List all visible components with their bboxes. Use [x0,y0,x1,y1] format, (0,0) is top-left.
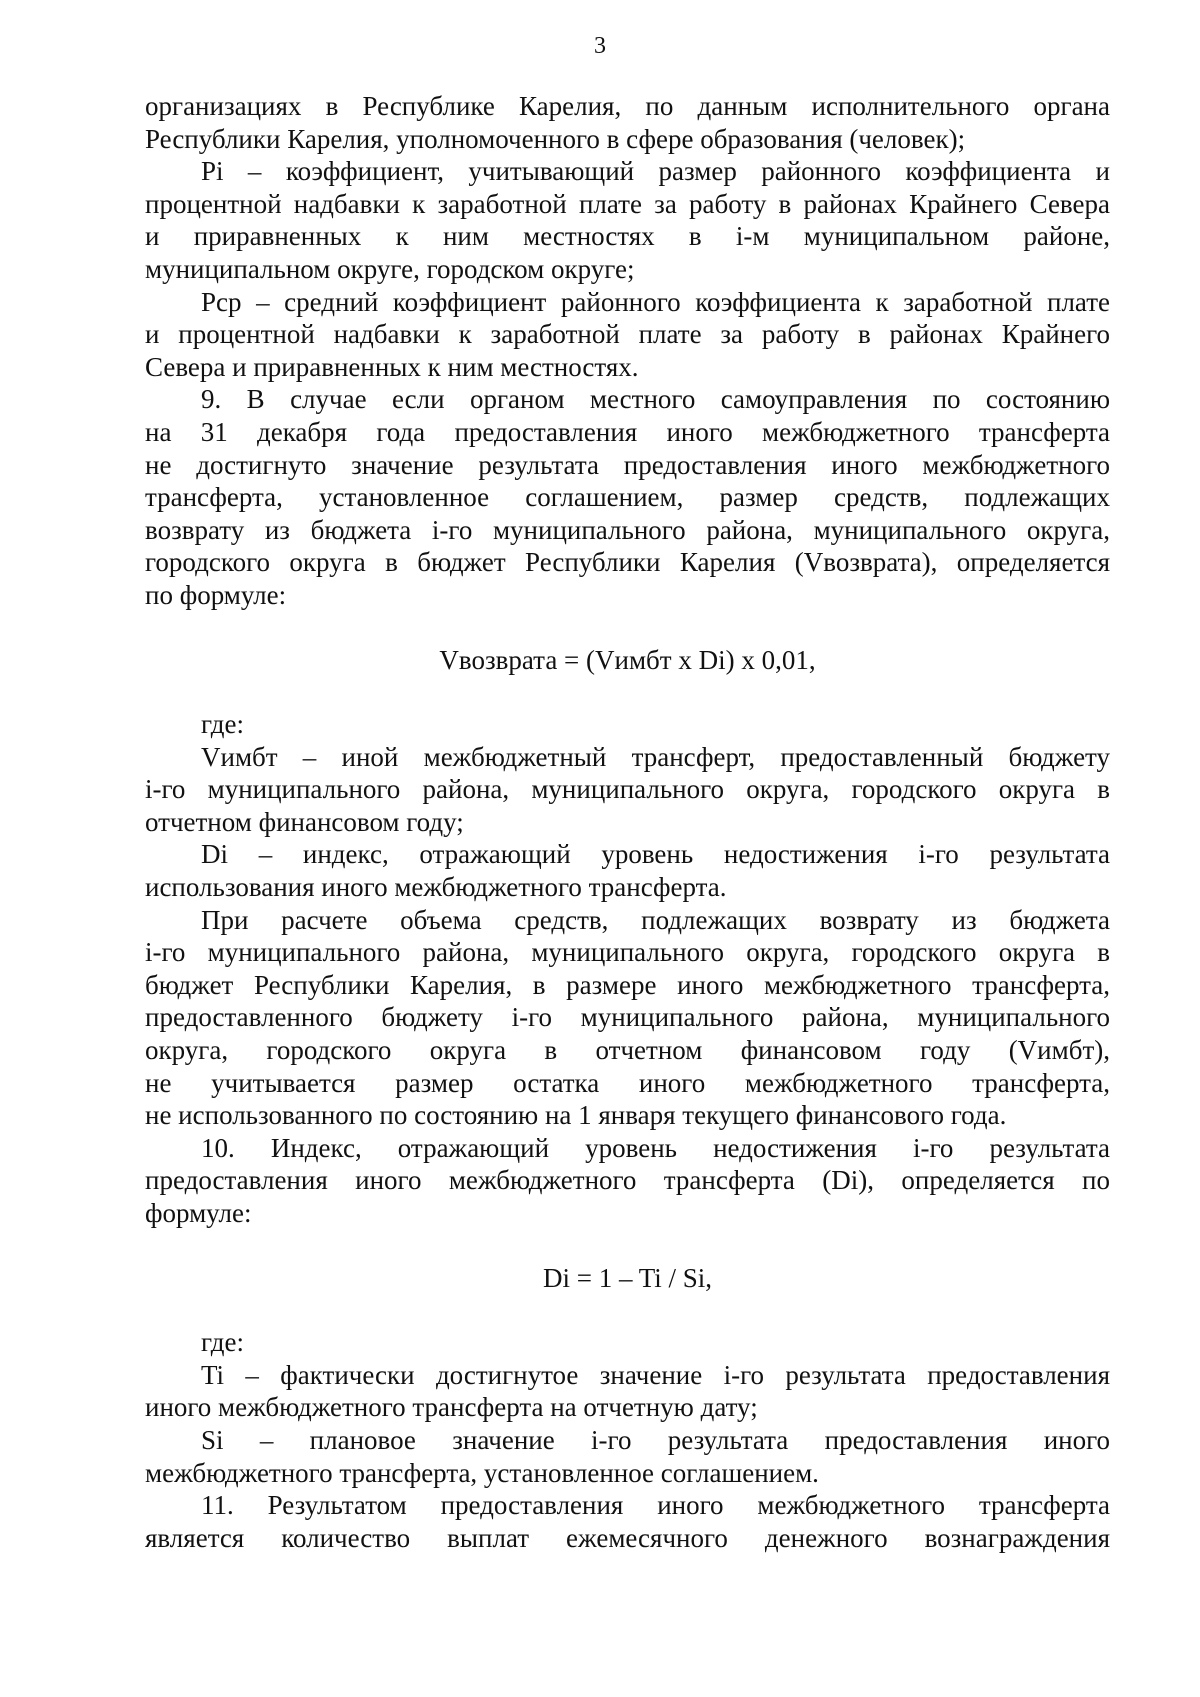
text-line: муниципальном округе, городском округе; [145,253,635,284]
paragraph [145,1424,1110,1489]
text-line: При расчете объема средств, подлежащих возврату из бюджета [201,904,1110,935]
text-line: городского округа в бюджет Республики Карелия (Vвозврата), определяется [145,547,1110,578]
text-line: где: [201,1327,244,1358]
paragraph [145,155,1110,285]
text-line: Pср – средний коэффициент районного коэффициента к заработной плате [201,286,1110,317]
text-line: по формуле: [145,579,287,610]
text-line: использования иного межбюджетного трансферта. [145,872,727,903]
text-line: i-го муниципального района, муниципального округа, городского округа в [145,774,1110,805]
paragraph [145,1489,1110,1554]
text-line: бюджет Республики Карелия, в размере иного межбюджетного трансферта, [145,969,1110,1000]
formula-index: Di = 1 – Ti / Si, [542,1262,713,1293]
text-line: предоставленного бюджету i-го муниципального района, муниципального [145,1002,1110,1033]
paragraph [145,904,1110,1132]
paragraph [145,838,1110,903]
text-line: Республики Карелия, уполномоченного в сфере образования (человек); [145,123,966,154]
text-line: Pi – коэффициент, учитывающий размер районного коэффициента и [201,156,1110,187]
text-line: Vимбт – иной межбюджетный трансферт, предоставленный бюджету [201,741,1110,772]
text-line: не достигнуто значение результата предоставления иного межбюджетного [145,449,1110,480]
page-number: 3 [594,33,606,59]
section-a [145,90,1110,612]
text-line: Di – индекс, отражающий уровень недостижения i-го результата [201,839,1110,870]
text-line: формуле: [145,1198,252,1228]
text-line: i-го муниципального района, муниципального округа, городского округа в [145,937,1110,968]
text-line: и приравненных к ним местностях в i-м муниципальном районе, [145,221,1110,252]
text-line: не использованного по состоянию на 1 января текущего финансового года. [145,1100,1007,1131]
text-line: трансферта, установленное соглашением, размер средств, подлежащих [145,482,1110,513]
text-line: и процентной надбавки к заработной плате за работу в районах Крайнего [145,319,1110,350]
text-line: 11. Результатом предоставления иного межбюджетного трансферта [201,1490,1110,1521]
text-line: не учитывается размер остатка иного межбюджетного трансферта, [145,1067,1110,1098]
paragraph [145,1326,1110,1359]
text-line: межбюджетного трансферта, установленное соглашением. [145,1457,819,1488]
paragraph [145,1132,1110,1230]
text-line: где: [201,709,244,740]
text-line: является количество выплат ежемесячного денежного вознаграждения [145,1522,1110,1553]
text-line: процентной надбавки к заработной плате за работу в районах Крайнего Севера [145,188,1110,219]
text-line: на 31 декабря года предоставления иного межбюджетного трансферта [145,416,1110,447]
formula-refund: Vвозврата = (Vимбт x Di) x 0,01, [439,644,816,675]
text-line: 10. Индекс, отражающий уровень недостижения i-го результата [201,1132,1110,1163]
text-line: Si – плановое значение i-го результата предоставления иного [201,1424,1110,1455]
paragraph [145,383,1110,611]
document-body [145,90,1110,1554]
paragraph [145,741,1110,839]
text-line: организациях в Республике Карелия, по данным исполнительного органа [145,91,1110,121]
text-line: Ti – фактически достигнутое значение i-го результата предоставления [201,1359,1110,1390]
paragraph [145,90,1110,155]
text-line: возврату из бюджета i-го муниципального района, муниципального округа, [145,514,1110,545]
text-line: иного межбюджетного трансферта на отчетную дату; [145,1392,758,1423]
text-line: 9. В случае если органом местного самоуправления по состоянию [201,384,1110,415]
text-line: Севера и приравненных к ним местностях. [145,351,639,382]
text-line: отчетном финансовом году; [145,806,464,837]
paragraph [145,1359,1110,1424]
paragraph [145,286,1110,384]
text-line: округа, городского округа в отчетном финансовом году (Vимбт), [145,1035,1110,1066]
section-b [145,708,1110,1230]
section-c [145,1326,1110,1554]
text-line: предоставления иного межбюджетного трансферта (Di), определяется по [145,1165,1110,1196]
paragraph [145,708,1110,741]
